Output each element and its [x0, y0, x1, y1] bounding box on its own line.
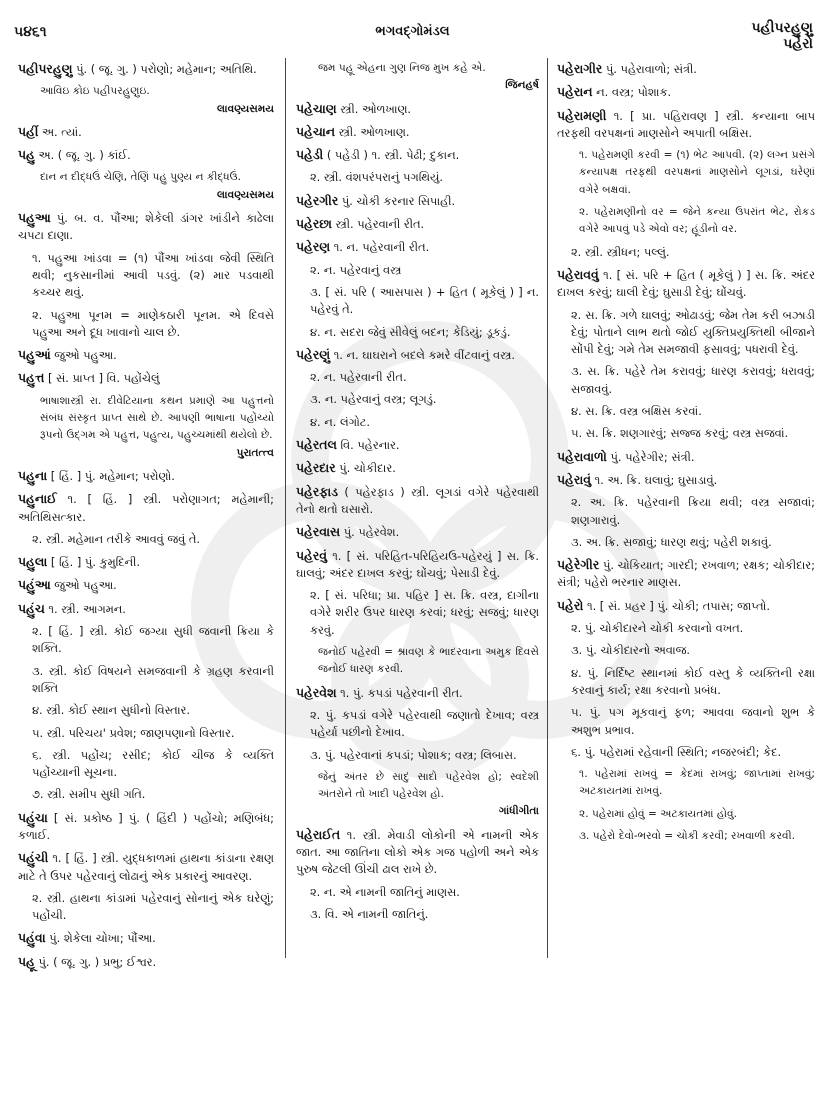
definition: પું. શેકેલા ચોખા; પૌંઆ.	[49, 931, 156, 946]
dictionary-entry	[18, 809, 274, 845]
sense-definition: ૪. ન. સદરા જેવું સીવેલું બદન; કેડિયું; ડૂકડું.	[310, 324, 511, 339]
sense-definition: ૫. પું. પગ મૂકવાનું ફળ; આવવા જવાનો શુભ કે અશુભ પ્રભાવ.	[571, 705, 815, 737]
definition: પું. પહેરવેશ.	[343, 525, 400, 540]
headword: પહુલા	[18, 554, 48, 570]
headword: પહુઆં	[18, 347, 51, 363]
sense-definition: ૩. [ સં. પરિ ( આસપાસ ) + હિત ( મૂકેલું ) ] ન. પહેરવું તે.	[310, 284, 539, 317]
dictionary-entry	[557, 107, 815, 143]
sense-definition: ૬. સ્ત્રી. પહોંચ; રસીદ; કોઈ ચીજ કે વ્યક્તિ પહોંચ્યાની સૂચના.	[32, 747, 274, 780]
definition: પું. પહેરાવાળો; સંત્રી.	[605, 62, 697, 76]
headword: પહુંવા	[18, 930, 46, 946]
quote-text: ૩. પહેરો દેવો-ભરવો = ચોકી કરવી; રખવાળી કરવી.	[579, 829, 796, 842]
sense-definition: ૨. પું. ચોકીદારને ચોકી કરવાનો વખત.	[571, 621, 744, 636]
definition: ૧. અ. ક્રિ. ઘલાવું; ઘુસાડાવું.	[594, 472, 718, 487]
dictionary-entry	[296, 238, 539, 256]
sense-definition: ૨. ન. પહેરવાની રીત.	[310, 370, 407, 385]
definition: ૧. [ પ્રા. પહિરાવણ ] સ્ત્રી. કન્યાના બાપ તરફથી વરપક્ષનાં માણસોને અપાતી બક્ષિસ.	[557, 108, 815, 140]
headword: પહેરેગીર	[557, 557, 600, 573]
headword: પહેરછા	[296, 216, 332, 232]
quote-text: જમ પહૂ એહના ગુણ નિજ મુખ કહે એ.	[318, 62, 486, 74]
definition: પું. ચોકિયાત; ગારદી; રખવાળ; રક્ષક; ચોકીદાર; સંત્રી; પહેરો ભરનાર માણસ.	[557, 558, 815, 590]
dictionary-entry	[18, 146, 274, 164]
definition: અ. ત્યાં.	[42, 124, 82, 139]
dictionary-entry	[296, 459, 539, 477]
dictionary-entry	[296, 523, 539, 541]
dictionary-entry	[18, 346, 274, 364]
usage-quote	[557, 204, 815, 239]
definition: સ્ત્રી. ઓળખાણ.	[338, 124, 410, 139]
guide-words	[751, 20, 813, 52]
sense-definition: ૨. અ. ક્રિ. પહેરવાની ક્રિયા થવી; વસ્ત્ર સજાવાં; શણગારાવું.	[571, 495, 815, 527]
quote-text: ૨. પહેરામણીનો વર = જેને કન્યા ઉપરાંત ભેટ, રોકડ વગેરે આપવું પડે એવો વર; હૂંડીનો વર.	[579, 206, 815, 236]
dictionary-columns	[0, 58, 825, 1098]
usage-quote	[18, 169, 274, 204]
quote-text: ૨. પહેરામાં હોવું = અટકાયતમાં હોવું.	[579, 807, 737, 820]
sense-definition: ૭. સ્ત્રી. સમીપ સુધી ગતિ.	[32, 787, 146, 802]
quote-source: લાવણ્યસમય	[216, 188, 274, 201]
sense-definition: ૫. સ. ક્રિ. શણગારવું; સજ્જ કરવું; વસ્ત્ર સજવાં.	[571, 426, 789, 441]
sense-definition: ૫. સ્ત્રી. પરિચય' પ્રવેશ; જાણપણાનો વિસ્તાર.	[32, 725, 235, 740]
usage-quote	[296, 769, 539, 821]
headword: પહેરગીર	[296, 192, 339, 208]
sense-definition: ૨. પહુઆ પૂનમ = માણેકઠારી પૂનમ. એ દિવસે પહુઆ અને દૂધ ખાવાનો ચાલ છે.	[32, 307, 274, 339]
book-title: ભગવદ્ગોમંડલ	[375, 24, 450, 39]
definition: [ હિં. ] પું. કુમુદિની.	[50, 555, 140, 570]
headword: પહુનાઈ	[18, 491, 57, 507]
definition: પું. ( જૂ. ગુ. ) પરોણો; મહેમાન; અતિથિ.	[76, 62, 257, 76]
quote-source: લાવણ્યસમય	[216, 102, 274, 115]
headword: પહેરફાડ	[296, 483, 338, 499]
definition: [ હિં. ] પું. મહેમાન; પરોણો.	[50, 468, 175, 483]
dictionary-entry	[18, 849, 274, 885]
quote-source: ગાંધીગીતા	[498, 805, 539, 818]
definition: ( પહેડી ) ૧. સ્ત્રી. પેઢી; દુકાન.	[326, 148, 460, 163]
dictionary-entry	[296, 192, 539, 210]
dictionary-entry	[296, 346, 539, 364]
sense-definition: ૨. સ્ત્રી. સ્ત્રીધન; પલ્લું.	[571, 244, 670, 259]
definition: [ સં. પ્રાપ્ત ] વિ. પહોંચેલું	[47, 371, 160, 386]
dictionary-entry	[296, 215, 539, 233]
quote-text: જેનું અંતર છે સાદું સાદો પહેરવેશ હો; સ્વદેશી અંતરોને તો ખાદી પહેરવેશ હો.	[318, 770, 539, 801]
definition: જુઓ પહુઆ.	[54, 578, 117, 593]
dictionary-entry	[18, 123, 274, 141]
dictionary-entry	[18, 490, 274, 526]
sense-definition: ૨. સ્ત્રી. મહેમાન તરીકે આવવું જવું તે.	[32, 531, 201, 546]
definition: પું. ચોકી કરનાર સિપાહી.	[341, 193, 456, 208]
headword: પહેરાવવું	[557, 266, 599, 282]
dictionary-entry	[18, 553, 274, 571]
definition: ૧. ન. પહેરવાની રીત.	[333, 240, 430, 255]
dictionary-entry	[296, 826, 539, 879]
usage-quote	[557, 806, 815, 823]
headword: પહુ	[18, 147, 35, 163]
definition: પું. ચોકીદાર.	[339, 461, 396, 476]
sense-definition: ૩. અ. ક્રિ. સજાવું; ધારણ થવું; પહેરી શકાવું.	[571, 534, 772, 549]
quote-text: આવિઇ કોઇ પહીપરહુણુઇ.	[40, 85, 150, 98]
dictionary-entry	[18, 600, 274, 618]
sense-definition: ૩. સ. ક્રિ. પહેરે તેમ કરાવવું; ધારણ કરાવવું; ધરાવવું; સજાવવું.	[571, 364, 815, 396]
headword: પહુત્ત	[18, 370, 45, 386]
headword: પહીપરહુણુ	[18, 61, 73, 76]
usage-quote	[557, 766, 815, 801]
dictionary-entry	[18, 953, 274, 971]
definition: ૧. [ હિં. ] સ્ત્રી. યુદ્ધકાળમાં હાથના કાંડાના રક્ષણ માટે તે ઉપર પહેરવાનું લોઢાનું એક પ્રકારનું આવરણ.	[18, 851, 274, 883]
definition: જુઓ પહુઆ.	[54, 348, 117, 363]
dictionary-entry	[557, 471, 815, 489]
quote-source: પુરાતત્ત્વ	[236, 446, 274, 459]
definition: ૧. પું. કપડાં પહેરવાની રીત.	[340, 685, 463, 700]
sense-definition: ૨. [ સં. પરિધા; પ્રા. પહિર ] સ. ક્રિ. વસ્ત્ર, દાગીના વગેરે શરીર ઉપર ધારણ કરવાં; ધરવું; સજવું; ધારણ કરવું.	[310, 588, 539, 637]
dictionary-entry	[18, 60, 274, 78]
definition: ન. વસ્ત્ર; પોશાક.	[596, 85, 672, 100]
dictionary-entry	[18, 929, 274, 947]
usage-quote	[557, 147, 815, 199]
sense-definition: ૨. [ હિં. ] સ્ત્રી. કોઈ જગ્યા સુધી જવાની ક્રિયા કે શક્તિ.	[32, 624, 274, 656]
definition: ૧. સ્ત્રી. મેવાડી લોકોની એ નામની એક જાત. આ જાતિના લોકો એક ગજ પહોળી અને એક પુરુષ જેટલી ઊંચી ઢાલ રાખે છે.	[296, 827, 540, 877]
sense-definition: ૪. પું. નિર્દિષ્ટ સ્થાનમાં કોઈ વસ્તુ કે વ્યક્તિની રક્ષા કરવાનું કાર્ય; રક્ષા કરવાનો પ્રબંધ.	[571, 665, 815, 697]
dictionary-entry	[296, 547, 539, 583]
headword: પહેરદાર	[296, 460, 336, 476]
headword: પહેરાવું	[557, 471, 592, 487]
sense-definition: ૩. વિ. એ નામની જાતિનું.	[310, 906, 429, 921]
usage-quote	[557, 828, 815, 845]
definition: સ્ત્રી. ઓળખાણ.	[340, 101, 412, 116]
definition: વિ. પહેરનાર.	[340, 438, 400, 453]
sense-definition: ૪. ન. લંગોટ.	[310, 414, 371, 429]
page-number: ૫૪૬૧	[14, 24, 47, 40]
guide-word-last: પહેરો	[783, 36, 813, 52]
sense-definition: ૩. સ્ત્રી. કોઈ વિષયને સમજવાની કે ગ્રહણ કરવાની શક્તિ	[32, 663, 274, 695]
quote-text: દાન ન દીદ્ધઉં ચેણિ, તેણિં પહુ પુણ્ય ન કીદ્ધઉં.	[40, 171, 242, 184]
column-right	[553, 58, 815, 1098]
definition: ૧. [ સં. પ્રહર ] પું. ચોકી; તપાસ; જાપ્તો.	[586, 598, 771, 613]
dictionary-entry	[296, 436, 539, 454]
sense-definition: ૨. ન. પહેરવાનું વસ્ત્ર	[310, 262, 402, 277]
sense-definition: ૨. સ્ત્રી. વંશપરંપરાનું પગથિયું.	[310, 170, 443, 185]
quote-source: જિનહર્ષ	[505, 79, 539, 92]
sense-definition: ૨. સ્ત્રી. હાથના કાંડામાં પહેરવાનું સોનાનું એક ઘરેણું; પહોંચી.	[32, 890, 274, 923]
dictionary-entry	[557, 597, 815, 615]
definition: [ સં. પ્રકોષ્ઠ ] પું. ( હિંદી ) પહોંચો; મણિબંધ; કળાઈ.	[18, 810, 275, 842]
headword: પહેરવું	[296, 547, 327, 563]
dictionary-entry	[296, 146, 539, 164]
definition: પું. બ. વ. પૌંઆ; શેકેલી ડાંગર ખાંડીને કાઢેલા ચપટા દાણા.	[18, 211, 274, 243]
guide-word-first: પહીપરહુણુ	[751, 20, 813, 36]
definition: ૧. સ્ત્રી. આગમન.	[48, 601, 126, 616]
headword: પહેરાવાળો	[557, 448, 607, 464]
headword: પહેરતલ	[296, 437, 337, 453]
headword: પહીં	[18, 123, 39, 139]
definition: અ. ( જૂ. ગુ. ) કાંઈ.	[38, 148, 131, 163]
dictionary-entry	[557, 83, 815, 101]
usage-quote	[296, 644, 539, 679]
sense-definition: ૩. પું. ચોકીદારનો અવાજ.	[571, 643, 691, 658]
column-left	[18, 58, 280, 1098]
dictionary-entry	[557, 556, 815, 592]
sense-definition: ૨. ન. એ નામની જાતિનું માણસ.	[310, 884, 460, 899]
dictionary-entry	[557, 448, 815, 466]
headword: પહેરાઈત	[296, 826, 341, 842]
headword: પહેરો	[557, 597, 584, 613]
dictionary-entry	[557, 60, 815, 78]
column-middle	[285, 58, 548, 958]
definition: ૧. [ હિં. ] સ્ત્રી. પરોણાગત; મહેમાની; અતિથિસત્કાર.	[18, 492, 274, 524]
quote-text: ભાષાશાસ્ત્રી રા. દીવેટિયાના કથન પ્રમાણે આ પહુત્તનો સંબંધ સંસ્કૃત પ્રાપ્ત સાથે છે. આપણી ભાષાના પહોંચ્યો રૂપનો ઉદ્ગમ એ પહુત્ત, પહુત્ય, પહુચ્ચમાંથી થયેલો છે.	[40, 394, 274, 442]
headword: પહેરવાસ	[296, 524, 341, 540]
usage-quote	[18, 393, 274, 462]
dictionary-entry	[18, 467, 274, 485]
headword: પહેરવેશ	[296, 684, 337, 700]
dictionary-entry	[296, 684, 539, 702]
headword: પહેરામણી	[557, 107, 607, 123]
headword: પહેચાણ	[296, 100, 337, 116]
dictionary-entry	[18, 369, 274, 387]
quote-text: ૧. પહેરામાં રાખવું = કેદમાં રાખવું; જાપ્તામાં રાખવું; અટકાયતમાં રાખવું.	[579, 768, 815, 798]
headword: પહેરણું	[296, 346, 331, 362]
headword: પહુંચી	[18, 850, 49, 866]
headword: પહેરણ	[296, 239, 331, 255]
sense-definition: ૩. ન. પહેરવાનું વસ્ત્ર; લૂગડું.	[310, 392, 437, 407]
definition: સ્ત્રી. પહેરવાની રીત.	[335, 217, 425, 232]
definition: ( પહેરફાડ ) સ્ત્રી. લૂગડાં વગેરે પહેરવાથી તેનો થતો ઘસારો.	[296, 484, 540, 516]
dictionary-entry	[296, 123, 539, 141]
dictionary-entry	[296, 100, 539, 118]
definition: ૧. [ સં. પરિ + હિત ( મૂકેલું ) ] સ. ક્રિ. અંદર દાખલ કરવું; ઘાલી દેવું; ઘુસાડી દેવું; ઘોંચવું.	[557, 267, 816, 300]
sense-definition: ૩. પું. પહેરવાનાં કપડાં; પોશાક; વસ્ત્ર; લિબાસ.	[310, 747, 517, 762]
definition: પું. પહેરેગીર; સંત્રી.	[610, 449, 695, 464]
definition: ૧. ન. ઘાઘરાને બદલે કમરે વીંટવાનું વસ્ત્ર.	[333, 347, 515, 362]
headword: પહુંઆ	[18, 577, 51, 593]
page-header	[0, 0, 825, 52]
definition: પું. ( જૂ. ગુ. ) પ્રભુ; ઈશ્વર.	[38, 954, 157, 969]
usage-quote	[18, 83, 274, 118]
dictionary-entry	[296, 483, 539, 519]
usage-quote	[296, 60, 539, 95]
headword: પહુંચ	[18, 600, 45, 616]
sense-definition: ૨. પું. કપડાં વગેરે પહેરવાથી જણાતો દેખાવ; વસ્ત્ર પહેર્યા પછીનો દેખાવ.	[310, 707, 539, 740]
sense-definition: ૨. સ. ક્રિ. ગળે ઘાલવું; ઓઢાડવું; જેમ તેમ કરી બઝાડી દેવું; પોતાને લાભ થતો જોઈ યુક્તિપ્રયુક્તિથી બીજાને સોંપી દેવું; ગમે તેમ સમજાવી ફસાવવું; પધરાવી દેવું.	[571, 307, 815, 357]
sense-definition: ૧. પહુઆ ખાંડવા = (૧) પૌંઆ ખાંડવા જેવી સ્થિતિ થવી; નુકસાનીમાં આવી પડવું. (૨) માર પડવાથી કચ્ચર થવું.	[32, 250, 274, 300]
headword: પહેરાગીર	[557, 61, 603, 76]
headword: પહૂ	[18, 953, 35, 969]
headword: પહુઆ	[18, 210, 51, 226]
headword: પહુંચા	[18, 809, 48, 825]
sense-definition: ૬. પું. પહેરામાં રહેવાની સ્થિતિ; નજરબંદી; કેદ.	[571, 744, 782, 759]
dictionary-entry	[557, 266, 815, 302]
dictionary-entry	[18, 576, 274, 594]
headword: પહેરાન	[557, 84, 593, 100]
quote-text: ૧. પહેરામણી કરવી = (૧) ભેટ આપવી. (૨) લગ્ન પ્રસંગે કન્યાપક્ષ તરફથી વરપક્ષનાં માણસોને લૂગડાં, ઘરેણાં વગેરે બક્ષવાં.	[579, 149, 815, 196]
headword: પહેચાન	[296, 123, 336, 139]
headword: પહુના	[18, 467, 48, 483]
sense-definition: ૪. સ. ક્રિ. વસ્ત્ર બક્ષિસ કરવાં.	[571, 404, 702, 419]
headword: પહેડી	[296, 147, 324, 163]
definition: ૧. [ સં. પરિહિત-પરિહિયઉ-પહેરયું ] સ. ક્રિ. ઘાલવું; અંદર દાખલ કરવું; ઘોંચવું; પેસાડી દેવું.	[296, 548, 539, 580]
dictionary-entry	[18, 209, 274, 245]
sense-definition: ૪. સ્ત્રી. કોઈ સ્થાન સુધીનો વિસ્તાર.	[32, 703, 191, 718]
quote-text: જનોઈ પહેરવી = શ્રાવણ કે ભાદરવાના અમુક દિવસે જનોઈ ધારણ કરવી.	[318, 646, 539, 676]
